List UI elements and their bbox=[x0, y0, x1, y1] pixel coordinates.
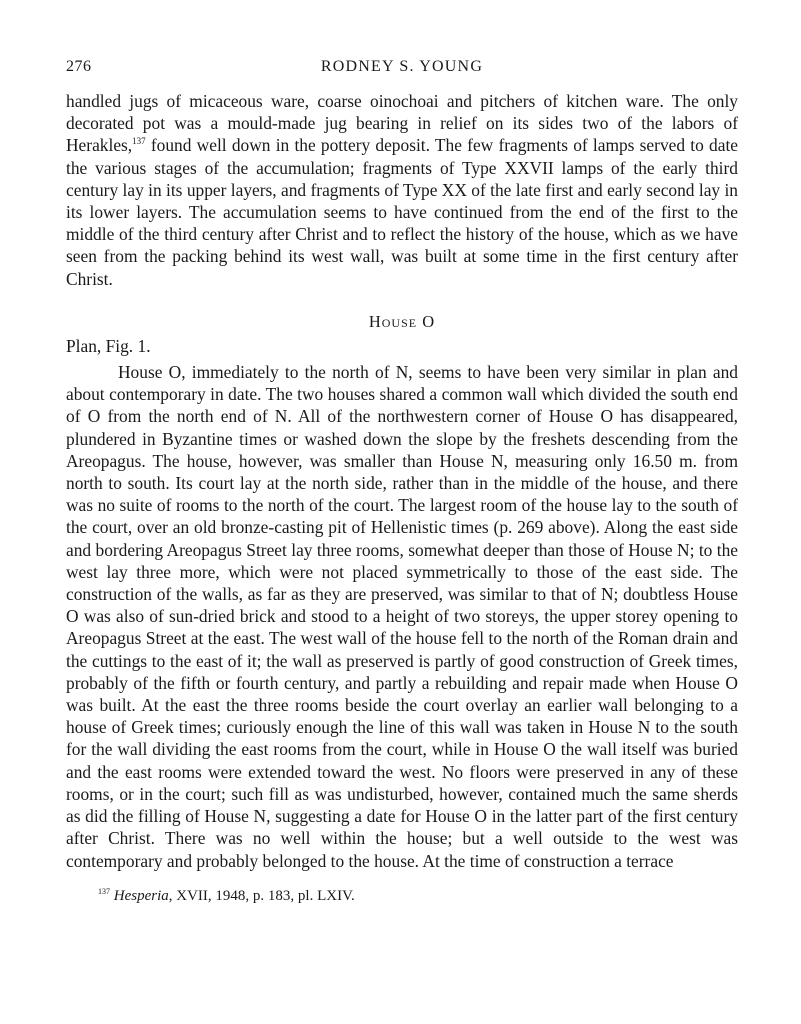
body-text bbox=[66, 90, 738, 872]
section-heading bbox=[66, 311, 738, 333]
page bbox=[66, 58, 738, 906]
footnote-journal: Hesperia bbox=[113, 887, 169, 904]
page-number: 276 bbox=[66, 58, 92, 75]
footnote-reference[interactable]: 137 bbox=[132, 136, 146, 147]
paragraph-text-part: handled jugs of micaceous ware, coarse oinochoai and pitchers of kitchen ware. The only decorated pot was a mould-made jug bearing in relief on its sides two of the labors of Herakles, bbox=[66, 91, 738, 156]
footnote-marker: 137 bbox=[98, 886, 110, 896]
paragraph-continued bbox=[66, 90, 738, 290]
paragraph-text-part: found well down in the pottery deposit. The few fragments of lamps served to date the various stages of the accumulation; fragments of Type XXVII lamps of the early third century lay in its upper layers, and fragments of Type XX of the late first and early second lay in its lower layers. The accumulation seems to have continued from the end of the first to the middle of the third century after Christ and to reflect the history of the house, which as we have seen from the packing behind its west wall, was built at some time in the first century after Christ. bbox=[66, 135, 738, 289]
footnote bbox=[66, 886, 738, 906]
footnote-citation: , XVII, 1948, p. 183, pl. LXIV. bbox=[168, 887, 355, 904]
section-heading-text: House O bbox=[368, 311, 436, 331]
paragraph: House O, immediately to the north of N, seems to have been very similar in plan and about contemporary in date. The two houses shared a common wall which divided the south end of O from the north end of N. All of the northwestern corner of House O has disappeared, plundered in Byzantine times or washed down the slope by the freshets descending from the Areopagus. The house, however, was smaller than House N, measuring only 16.50 m. from north to south. Its court lay at the north side, rather than in the middle of the house, and there was no suite of rooms to the north of the court. The largest room of the house lay to the south of the court, over an old bronze-casting pit of Hellenistic times (p. 269 above). Along the east side and bordering Areopagus Street lay three rooms, somewhat deeper than those of House N; to the west lay three more, which were not placed symmetrically to those of the east side. The construction of the walls, as far as they are preserved, was similar to that of N; doubtless House O was also of sun-dried brick and stood to a height of two storeys, the upper storey opening to Areopagus Street at the east. The west wall of the house fell to the north of the Roman drain and the cuttings to the east of it; the wall as preserved is partly of good construction of Greek times, probably of the fifth or fourth century, and partly a rebuilding and repair made when House O was built. At the east the three rooms beside the court overlay an earlier wall belonging to a house of Greek times; curiously enough the line of this wall was taken in House N to the south for the wall dividing the east rooms from the court, while in House O the wall itself was buried and the east rooms were extended toward the west. No floors were preserved in any of these rooms, or in the court; such fill as was undisturbed, however, contained much the same sherds as did the filling of House N, suggesting a date for House O in the latter part of the first century after Christ. There was no well within the house; but a well outside to the west was contemporary and probably belonged to the house. At the time of construction a terrace bbox=[66, 362, 738, 871]
running-title: RODNEY S. YOUNG bbox=[320, 58, 484, 75]
plan-reference: Plan, Fig. 1. bbox=[66, 335, 151, 356]
running-head bbox=[66, 58, 738, 82]
